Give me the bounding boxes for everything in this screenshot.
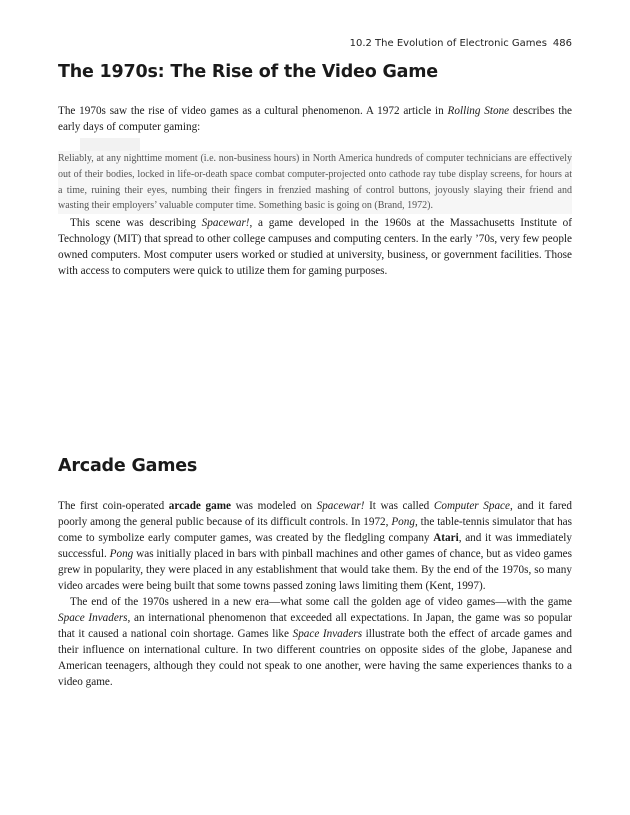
text-run: , an international phenomenon that exceeded all expectations. In Japan, the game was so popular that it caused a national coin shortage. Games like bbox=[58, 612, 573, 640]
section-heading-arcade: Arcade Games bbox=[58, 456, 198, 476]
key-term: Atari bbox=[433, 532, 459, 544]
text-run: was initially placed in bars with pinball machines and other games of chance, but as video games grew in popularity, they were placed in any establishment that would take them. By the end of the 1970s, so many video arcades were being built that some towns passed zoning laws limiting them (Kent, 1997). bbox=[58, 548, 572, 592]
game-title: Space Invaders bbox=[292, 628, 363, 640]
text-run: , the table-tennis simulator that has come to symbolize early computer games, was created by the fledgling company bbox=[58, 516, 572, 544]
key-term: arcade game bbox=[168, 500, 231, 512]
text-run: was modeled on bbox=[230, 500, 317, 512]
game-title: Pong bbox=[109, 548, 134, 560]
text-run: , and it was immediately successful. bbox=[58, 532, 572, 560]
game-title: Spacewar! bbox=[201, 217, 250, 229]
section-heading-1970s: The 1970s: The Rise of the Video Game bbox=[58, 62, 438, 82]
running-header bbox=[350, 38, 572, 49]
game-title: Computer Space bbox=[433, 500, 510, 512]
text-run: The end of the 1970s ushered in a new era—what some call the golden age of video games—with the game bbox=[70, 596, 572, 608]
quote-text: Reliably, at any nighttime moment (i.e. non-business hours) in North America hundreds of computer technicians are effectively out of their bodies, locked in life-or-death space combat computer-projected onto cathode ray tube display screens, for hours at a time, ruining their eyes, numbing their fingers in frenzied mashing of control buttons, joyously slaying their friend and wasting their employers’ valuable computer time. Something basic is going on (Brand, 1972). bbox=[58, 151, 572, 214]
arcade-section-body bbox=[58, 498, 572, 690]
text-run: It was called bbox=[364, 500, 434, 512]
text-run: , and it fared poorly among the general public because of its difficult controls. In 1972, bbox=[58, 500, 572, 528]
intro-paragraph bbox=[58, 103, 572, 135]
publication-title: Rolling Stone bbox=[447, 105, 510, 117]
header-section-title: 10.2 The Evolution of Electronic Games bbox=[349, 38, 547, 49]
block-quote bbox=[58, 138, 572, 214]
text-run: , a game developed in the 1960s at the Massachusetts Institute of Technology (MIT) that spread to other college campuses and computing centers. In the early ’70s, very few people owned computers. Most computer users worked or studied at university, business, or government facilities. Those with access to computers were quick to utilize them for gaming purposes. bbox=[58, 217, 573, 277]
text-run: The first coin-operated bbox=[58, 500, 169, 512]
arcade-paragraph-2 bbox=[58, 594, 572, 690]
spacewar-paragraph bbox=[58, 215, 572, 279]
game-title: Pong bbox=[391, 516, 415, 528]
text-run: illustrate both the effect of arcade games and their influence on international culture. In two different countries on opposite sides of the globe, Japanese and American teenagers, although they could not speak to one another, were having the same experiences thanks to a video game. bbox=[58, 628, 572, 688]
text-run: The 1970s saw the rise of video games as a cultural phenomenon. A 1972 article in bbox=[58, 105, 448, 117]
text-run: This scene was describing bbox=[70, 217, 202, 229]
page-number: 486 bbox=[552, 38, 572, 49]
arcade-paragraph-1 bbox=[58, 498, 572, 594]
game-title: Space Invaders bbox=[58, 612, 128, 624]
game-title: Spacewar! bbox=[316, 500, 365, 512]
quote-highlight-tab bbox=[80, 138, 140, 151]
text-run: describes the early days of computer gaming: bbox=[58, 105, 573, 133]
